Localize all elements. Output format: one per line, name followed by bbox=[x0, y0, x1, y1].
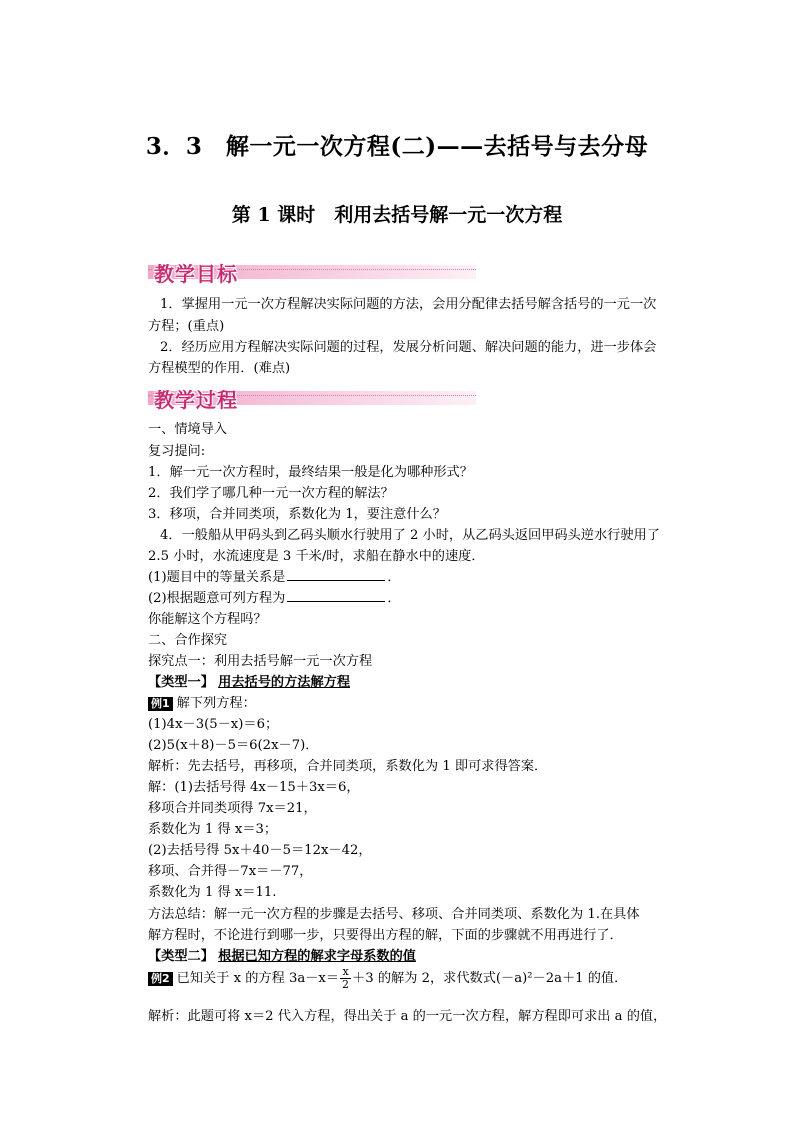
analysis-2: 解析：此题可将 x＝2 代入方程，得出关于 a 的一元一次方程，解方程即可求出 a 的值， bbox=[148, 1009, 667, 1024]
explore-heading: 二、合作探究 bbox=[148, 633, 228, 648]
review-label: 复习提问: bbox=[148, 444, 206, 459]
answer-blank bbox=[287, 601, 385, 602]
process-banner-label: 教学过程 bbox=[154, 388, 238, 412]
fraction-numerator: x bbox=[340, 966, 351, 979]
sub-question-2 bbox=[148, 587, 401, 606]
solution-line-5: 移项、合并得－7x＝－77， bbox=[148, 864, 313, 879]
page-title: 3．3 解一元一次方程(二)——去括号与去分母 bbox=[145, 133, 649, 160]
type-1-tag: 【类型一】 bbox=[148, 675, 214, 690]
question-1: 1．解一元一次方程时，最终结果一般是化为哪种形式？ bbox=[148, 465, 473, 480]
lesson-subtitle: 第 1 课时 利用去括号解一元一次方程 bbox=[231, 204, 563, 226]
solution-line-6: 系数化为 1 得 x＝11. bbox=[148, 885, 277, 900]
type-1-title: 用去括号的方法解方程 bbox=[218, 675, 351, 690]
fraction bbox=[340, 966, 351, 991]
equation-2: (2)5(x＋8)－5＝6(2x－7)． bbox=[148, 738, 319, 753]
analysis-1: 解析：先去括号，再移项，合并同类项，系数化为 1 即可求得答案． bbox=[148, 759, 548, 774]
example-1-badge: 例1 bbox=[148, 697, 173, 711]
question-4b: 2.5 小时，水流速度是 3 千米/时，求船在静水中的速度． bbox=[148, 549, 485, 564]
type-2-title: 根据已知方程的解求字母系数的值 bbox=[218, 949, 416, 964]
goal-line-3: 2．经历应用方程解决实际问题的过程，发展分析问题、解决问题的能力，进一步体会 bbox=[160, 340, 657, 355]
type-2-tag: 【类型二】 bbox=[148, 949, 214, 964]
sub-question-2-text: (2)根据题意可列方程为 bbox=[148, 591, 286, 606]
example-2-post: ＋3 的解为 2，求代数式(－a)²－2a＋1 的值． bbox=[352, 971, 628, 986]
question-3: 3．移项，合并同类项，系数化为 1，要注意什么？ bbox=[148, 507, 446, 522]
solution-line-2: 移项合并同类项得 7x＝21， bbox=[148, 801, 317, 816]
example-2 bbox=[148, 966, 627, 991]
solve-prompt: 你能解这个方程吗？ bbox=[148, 612, 267, 627]
explore-point-1: 探究点一：利用去括号解一元一次方程 bbox=[148, 654, 373, 669]
example-1 bbox=[148, 692, 256, 711]
sub-question-1-text: (1)题目中的等量关系是 bbox=[148, 570, 286, 585]
period: ． bbox=[387, 591, 401, 606]
example-1-text: 解下列方程： bbox=[176, 696, 256, 711]
goal-line-1: 1．掌握用一元一次方程解决实际问题的方法，会用分配律去括号解含括号的一元一次 bbox=[160, 297, 657, 312]
method-summary-a: 方法总结：解一元一次方程的步骤是去括号、移项、合并同类项、系数化为 1.在具体 bbox=[148, 907, 640, 922]
goals-banner bbox=[148, 258, 476, 284]
question-4a: 4．一般船从甲码头到乙码头顺水行驶用了 2 小时，从乙码头返回甲码头逆水行驶用了 bbox=[160, 528, 660, 543]
intro-heading: 一、情境导入 bbox=[148, 422, 228, 437]
example-2-badge: 例2 bbox=[148, 972, 173, 986]
goals-banner-label: 教学目标 bbox=[154, 262, 238, 286]
period: ． bbox=[387, 570, 401, 585]
answer-blank bbox=[287, 580, 385, 581]
solution-line-3: 系数化为 1 得 x＝3； bbox=[148, 822, 278, 837]
goal-line-4: 方程模型的作用．(难点) bbox=[148, 361, 291, 376]
question-2: 2．我们学了哪几种一元一次方程的解法？ bbox=[148, 486, 394, 501]
type-1-heading bbox=[148, 671, 350, 690]
fraction-denominator: 2 bbox=[342, 978, 350, 991]
example-2-pre: 已知关于 x 的方程 3a－x＝ bbox=[176, 971, 340, 986]
sub-question-1 bbox=[148, 566, 401, 585]
solution-line-4: (2)去括号得 5x＋40－5＝12x－42， bbox=[148, 843, 372, 858]
equation-1: (1)4x－3(5－x)＝6； bbox=[148, 717, 279, 732]
process-banner bbox=[148, 384, 476, 410]
method-summary-b: 解方程时，不论进行到哪一步，只要得出方程的解，下面的步骤就不用再进行了． bbox=[148, 928, 623, 943]
type-2-heading bbox=[148, 945, 416, 964]
goal-line-2: 方程；(重点) bbox=[148, 319, 225, 334]
solution-line-1: 解：(1)去括号得 4x－15＋3x＝6， bbox=[148, 780, 360, 795]
